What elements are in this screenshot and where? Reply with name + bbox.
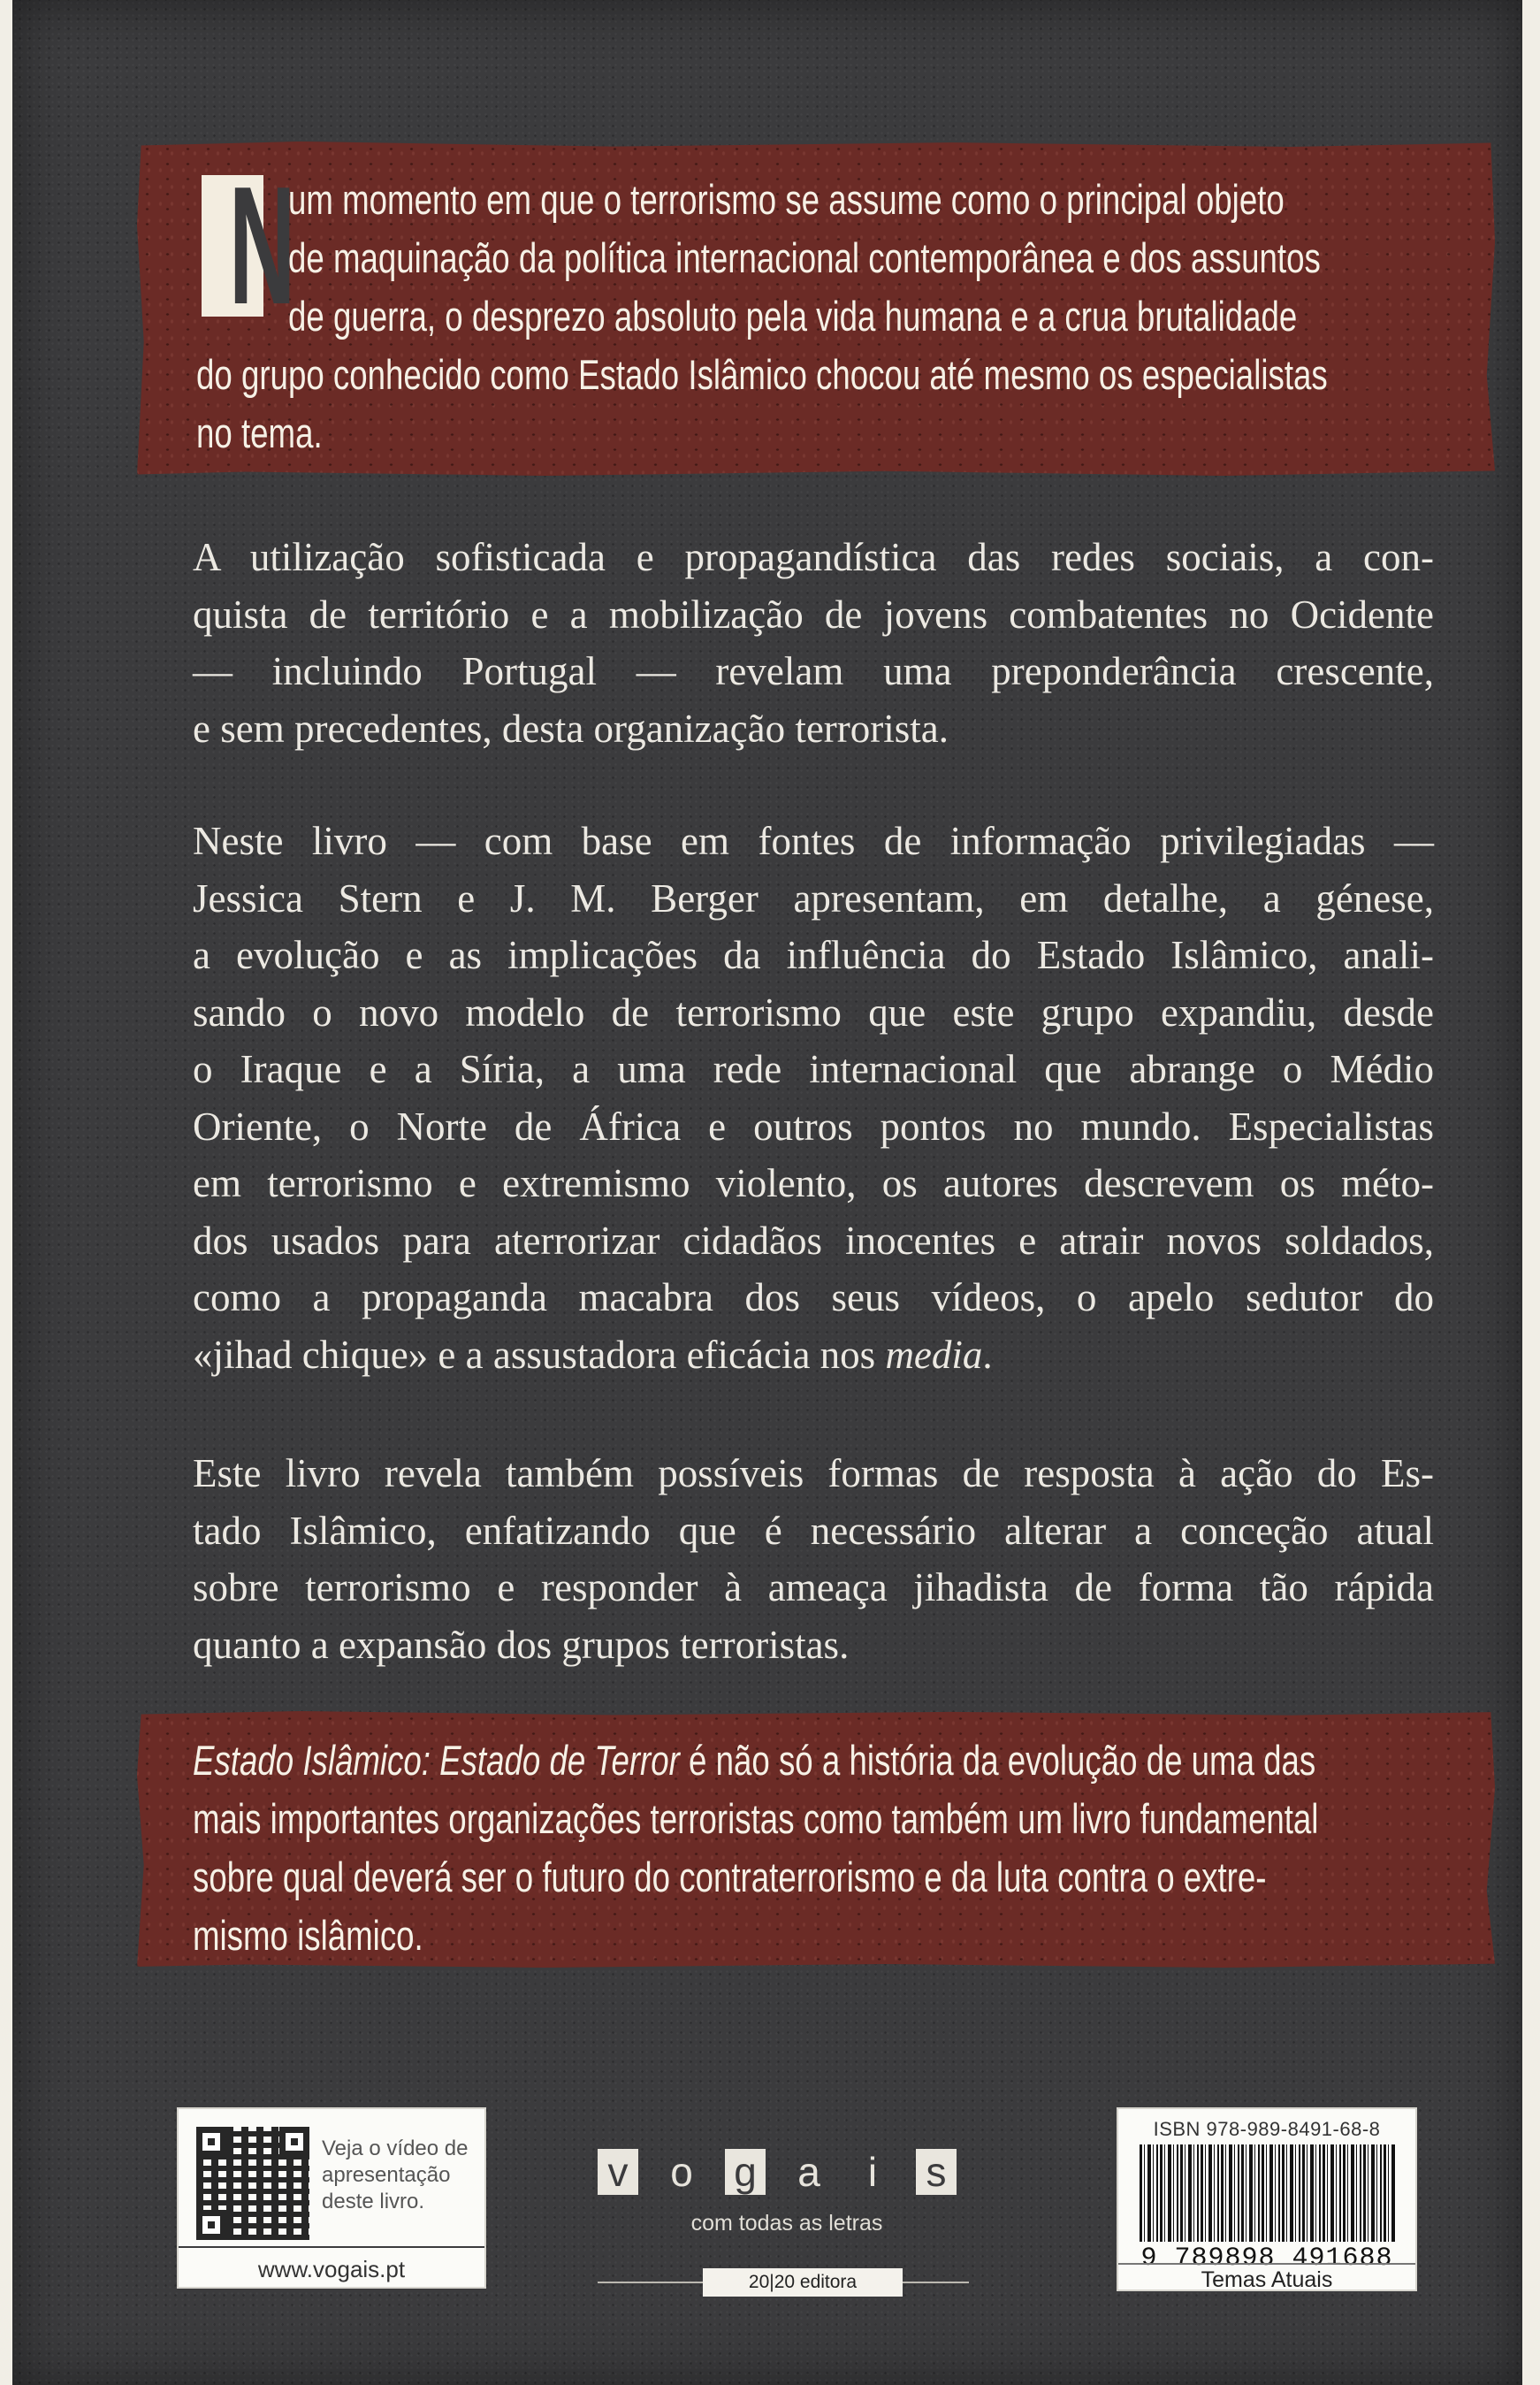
intro-line-5: no tema. [196,409,323,456]
closing-line-4: mismo islâmico. [193,1912,423,1959]
publisher-tagline: com todas as letras [690,2211,883,2236]
paragraph-3: Este livro revela também possíveis formas de resposta à ação do Es- tado Islâmico, enfatizando que é necessário alterar a conceção atual sobre terrorismo e responder à ameaça jihadista de forma tão rápida quanto a expansão dos grupos terroristas. [193,1451,1434,1667]
intro-line-4: do grupo conhecido como Estado Islâmico chocou até mesmo os especialistas [196,351,1328,398]
barcode-icon [1140,2144,1396,2242]
logo-letter: a [797,2149,820,2195]
isbn-label: ISBN 978-989-8491-68-8 [1153,2118,1381,2140]
closing-line-1: Estado Islâmico: Estado de Terror é não só a história da evolução de uma das [193,1737,1316,1784]
logo-letter: v [598,2149,638,2195]
vogais-logo [598,2149,969,2202]
website-link[interactable]: www.vogais.pt [257,2256,406,2282]
paragraph-2: Neste livro — com base em fontes de informação privilegiadas — Jessica Stern e J. M. Berger apresentam, em detalhe, a génese, a evolução e as implicações da influência do Estado Islâmico, anali- sando o novo modelo de terrorismo que este grupo expandiu, desde o Iraque e a Síria, a uma rede internacional que abrange o Médio Oriente, o Norte de África e outros pontos no mundo. Especialistas em terrorismo e extremismo violento, os autores descrevem os méto- dos usados para aterrorizar cidadãos inocentes e atrair novos soldados, como a propaganda macabra dos seus vídeos, o apelo sedutor do «jihad chique» e a assustadora eficácia nos media. [193,819,1434,1377]
qr-panel [177,2107,486,2289]
intro-line-2: de maquinação da política internacional contemporânea e dos assuntos [288,234,1321,281]
closing-line-2: mais importantes organizações terroristas como também um livro fundamental [193,1795,1319,1842]
paragraph-1: A utilização sofisticada e propagandística das redes sociais, a con- quista de território e a mobilização de jovens combatentes no Ocidente — incluindo Portugal — revelam uma preponderância crescente, e sem precedentes, desta organização terrorista. [193,535,1434,751]
barcode-digits: 9 789898 491688 [1140,2244,1393,2274]
imprint-label: 20|20 editora [703,2268,903,2297]
qr-caption: Veja o vídeo de apresentação deste livro. [322,2137,469,2213]
logo-letter: o [670,2149,693,2195]
intro-line-3: de guerra, o desprezo absoluto pela vida humana e a crua brutalidade [288,293,1298,340]
qr-divider [179,2246,484,2248]
intro-line-1: um momento em que o terrorismo se assume como o principal objeto [288,176,1285,223]
qr-code-icon[interactable] [196,2127,309,2240]
imprint-rule-left [598,2282,704,2283]
logo-letter: g [725,2149,766,2195]
collection-label: Temas Atuais [1118,2263,1415,2295]
logo-letter: i [867,2149,878,2195]
logo-letter: s [916,2149,957,2195]
isbn-panel [1117,2107,1417,2291]
closing-line-3: sobre qual deverá ser o futuro do contraterrorismo e da luta contra o extre- [193,1854,1267,1900]
drop-cap: N [202,175,263,317]
imprint-rule-right [902,2282,969,2283]
